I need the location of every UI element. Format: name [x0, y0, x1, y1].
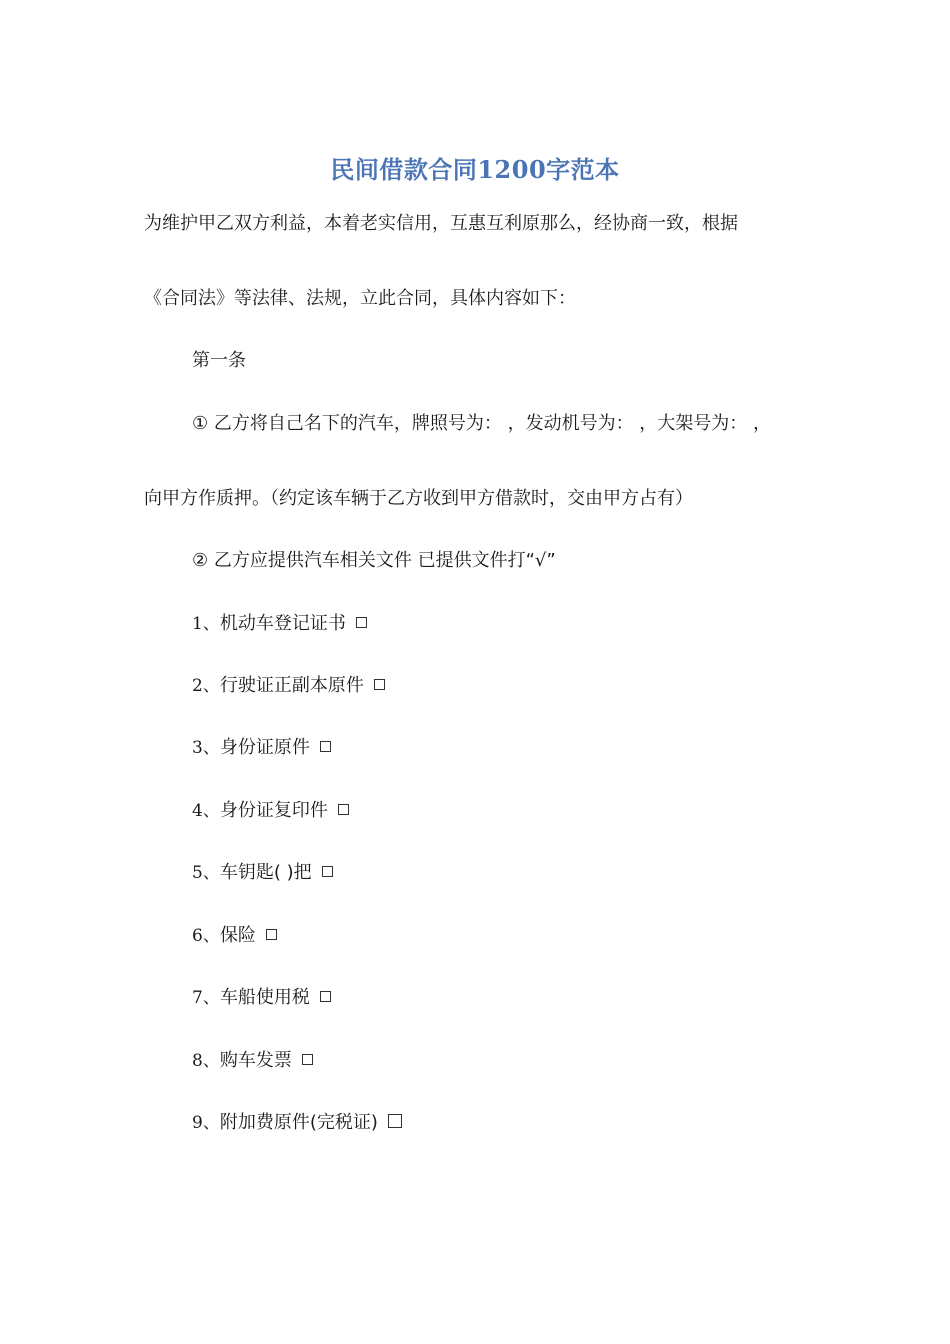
- checklist-label: 身份证复印件: [219, 800, 328, 821]
- article-1-heading: 第一条: [192, 350, 246, 371]
- checklist-number: 4、: [192, 801, 220, 821]
- intro-line-2: 《合同法》等法律、法规，立此合同，具体内容如下：: [144, 288, 576, 309]
- checkbox-icon[interactable]: [388, 1114, 402, 1128]
- checkbox-icon[interactable]: [266, 929, 277, 940]
- checklist-label: 车船使用税: [219, 987, 310, 1008]
- checklist-number: 2、: [192, 676, 220, 696]
- checklist-item: [192, 1049, 313, 1073]
- checklist-item: [192, 674, 385, 698]
- clause-1-line-1: ① 乙方将自己名下的汽车，牌照号为： ，发动机号为： ，大架号为： ，: [192, 413, 772, 434]
- checklist-item: [192, 924, 277, 948]
- clause-1-line-2: 向甲方作质押。（约定该车辆于乙方收到甲方借款时，交由甲方占有）: [144, 488, 693, 509]
- checkbox-icon[interactable]: [320, 991, 331, 1002]
- checkbox-icon[interactable]: [322, 866, 333, 877]
- checklist-item: [192, 986, 331, 1010]
- checkbox-icon[interactable]: [374, 679, 385, 690]
- checkbox-icon[interactable]: [320, 741, 331, 752]
- checklist-label: 机动车登记证书: [219, 613, 346, 634]
- checklist-number: 1、: [192, 614, 220, 634]
- checklist-item: [192, 1111, 402, 1135]
- checklist-label: 车钥匙( )把: [219, 862, 312, 883]
- checklist-number: 3、: [192, 738, 220, 758]
- document-title: 民间借款合同1200字范本: [330, 155, 620, 184]
- checklist-label: 购车发票: [219, 1050, 292, 1071]
- checklist-item: [192, 799, 349, 823]
- checklist-item: [192, 736, 331, 760]
- checklist-number: 9、: [192, 1113, 220, 1133]
- checklist-label: 行驶证正副本原件: [219, 675, 364, 696]
- checklist-item: [192, 861, 333, 885]
- checkbox-icon[interactable]: [302, 1054, 313, 1065]
- checklist-label: 保险: [219, 925, 256, 946]
- checkbox-icon[interactable]: [338, 804, 349, 815]
- checklist-item: [192, 612, 367, 636]
- clause-2-line: ② 乙方应提供汽车相关文件 已提供文件打“√”: [192, 550, 556, 571]
- checklist-number: 8、: [192, 1051, 220, 1071]
- checklist-number: 5、: [192, 863, 220, 883]
- checklist-number: 6、: [192, 926, 220, 946]
- checklist-label: 附加费原件(完税证): [219, 1112, 378, 1133]
- checklist-number: 7、: [192, 988, 220, 1008]
- intro-line-1: 为维护甲乙双方利益，本着老实信用，互惠互利原那么，经协商一致，根据: [144, 213, 738, 234]
- checklist-label: 身份证原件: [219, 737, 310, 758]
- checkbox-icon[interactable]: [356, 617, 367, 628]
